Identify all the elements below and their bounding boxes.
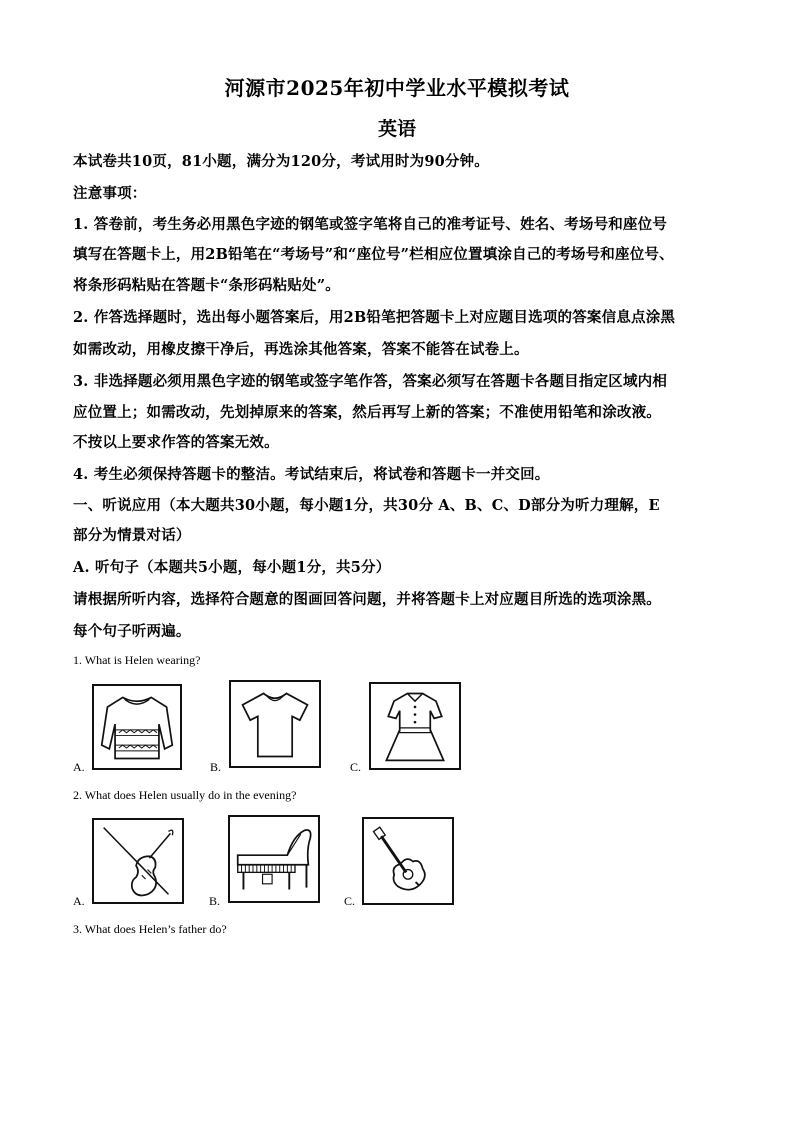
direction-line: 每个句子听两遍。	[73, 623, 191, 640]
part-a-heading: A. 听句子（本题共5小题，每小题1分，共5分）	[73, 559, 391, 576]
notice-line: 4. 考生必须保持答题卡的整洁。考试结束后，将试卷和答题卡一并交回。	[73, 466, 550, 483]
option-2c-label: C.	[344, 894, 356, 908]
option-1b-label: B.	[210, 760, 222, 774]
notice-line: 1. 答卷前，考生务必用黑色字迹的钢笔或签字笔将自己的准考证号、姓名、考场号和座位号	[73, 216, 668, 233]
option-2b-label: B.	[209, 894, 221, 908]
violin-icon	[94, 820, 182, 902]
exam-title: 河源市2025年初中学业水平模拟考试	[224, 76, 570, 100]
notice-heading: 注意事项：	[73, 185, 147, 202]
question-3: 3. What does Helen’s father do?	[73, 922, 227, 936]
section-heading: 一、听说应用（本大题共30小题，每小题1分，共30分 A、B、C、D部分为听力理解，E	[73, 497, 660, 514]
notice-line: 不按以上要求作答的答案无效。	[73, 434, 279, 451]
notice-line: 应位置上；如需改动，先划掉原来的答案，然后再写上新的答案；不准使用铅笔和涂改液。	[73, 404, 661, 421]
exam-subject: 英语	[377, 118, 416, 140]
piano-icon	[230, 817, 318, 901]
dress-icon	[371, 684, 459, 768]
option-1a-picture	[92, 684, 182, 770]
sweater-icon	[94, 686, 180, 768]
option-1c-picture	[369, 682, 461, 770]
option-1b-picture	[229, 680, 321, 768]
option-2a-label: A.	[73, 894, 85, 908]
tshirt-icon	[231, 682, 319, 766]
option-2a-picture	[92, 818, 184, 904]
option-1a-label: A.	[73, 760, 85, 774]
notice-line: 如需改动，用橡皮擦干净后，再选涂其他答案，答案不能答在试卷上。	[73, 341, 529, 358]
notice-line: 将条形码粘贴在答题卡“条形码粘贴处”。	[73, 277, 340, 294]
guitar-icon	[364, 819, 452, 903]
notice-line: 3. 非选择题必须用黑色字迹的钢笔或签字笔作答，答案必须写在答题卡各题目指定区域内相	[73, 373, 668, 390]
direction-line: 请根据所听内容，选择符合题意的图画回答问题，并将答题卡上对应题目所选的选项涂黑。	[73, 591, 661, 608]
section-heading-cont: 部分为情景对话）	[73, 527, 191, 544]
option-1c-label: C.	[350, 760, 362, 774]
exam-intro: 本试卷共10页，81小题，满分为120分，考试用时为90分钟。	[73, 153, 489, 170]
option-2b-picture	[228, 815, 320, 903]
notice-line: 填写在答题卡上，用2B铅笔在“考场号”和“座位号”栏相应位置填涂自己的考场号和座位号、	[73, 246, 674, 263]
question-2: 2. What does Helen usually do in the evening?	[73, 788, 297, 802]
option-2c-picture	[362, 817, 454, 905]
question-1: 1. What is Helen wearing?	[73, 653, 201, 667]
notice-line: 2. 作答选择题时，选出每小题答案后，用2B铅笔把答题卡上对应题目选项的答案信息点涂黑	[73, 309, 676, 326]
